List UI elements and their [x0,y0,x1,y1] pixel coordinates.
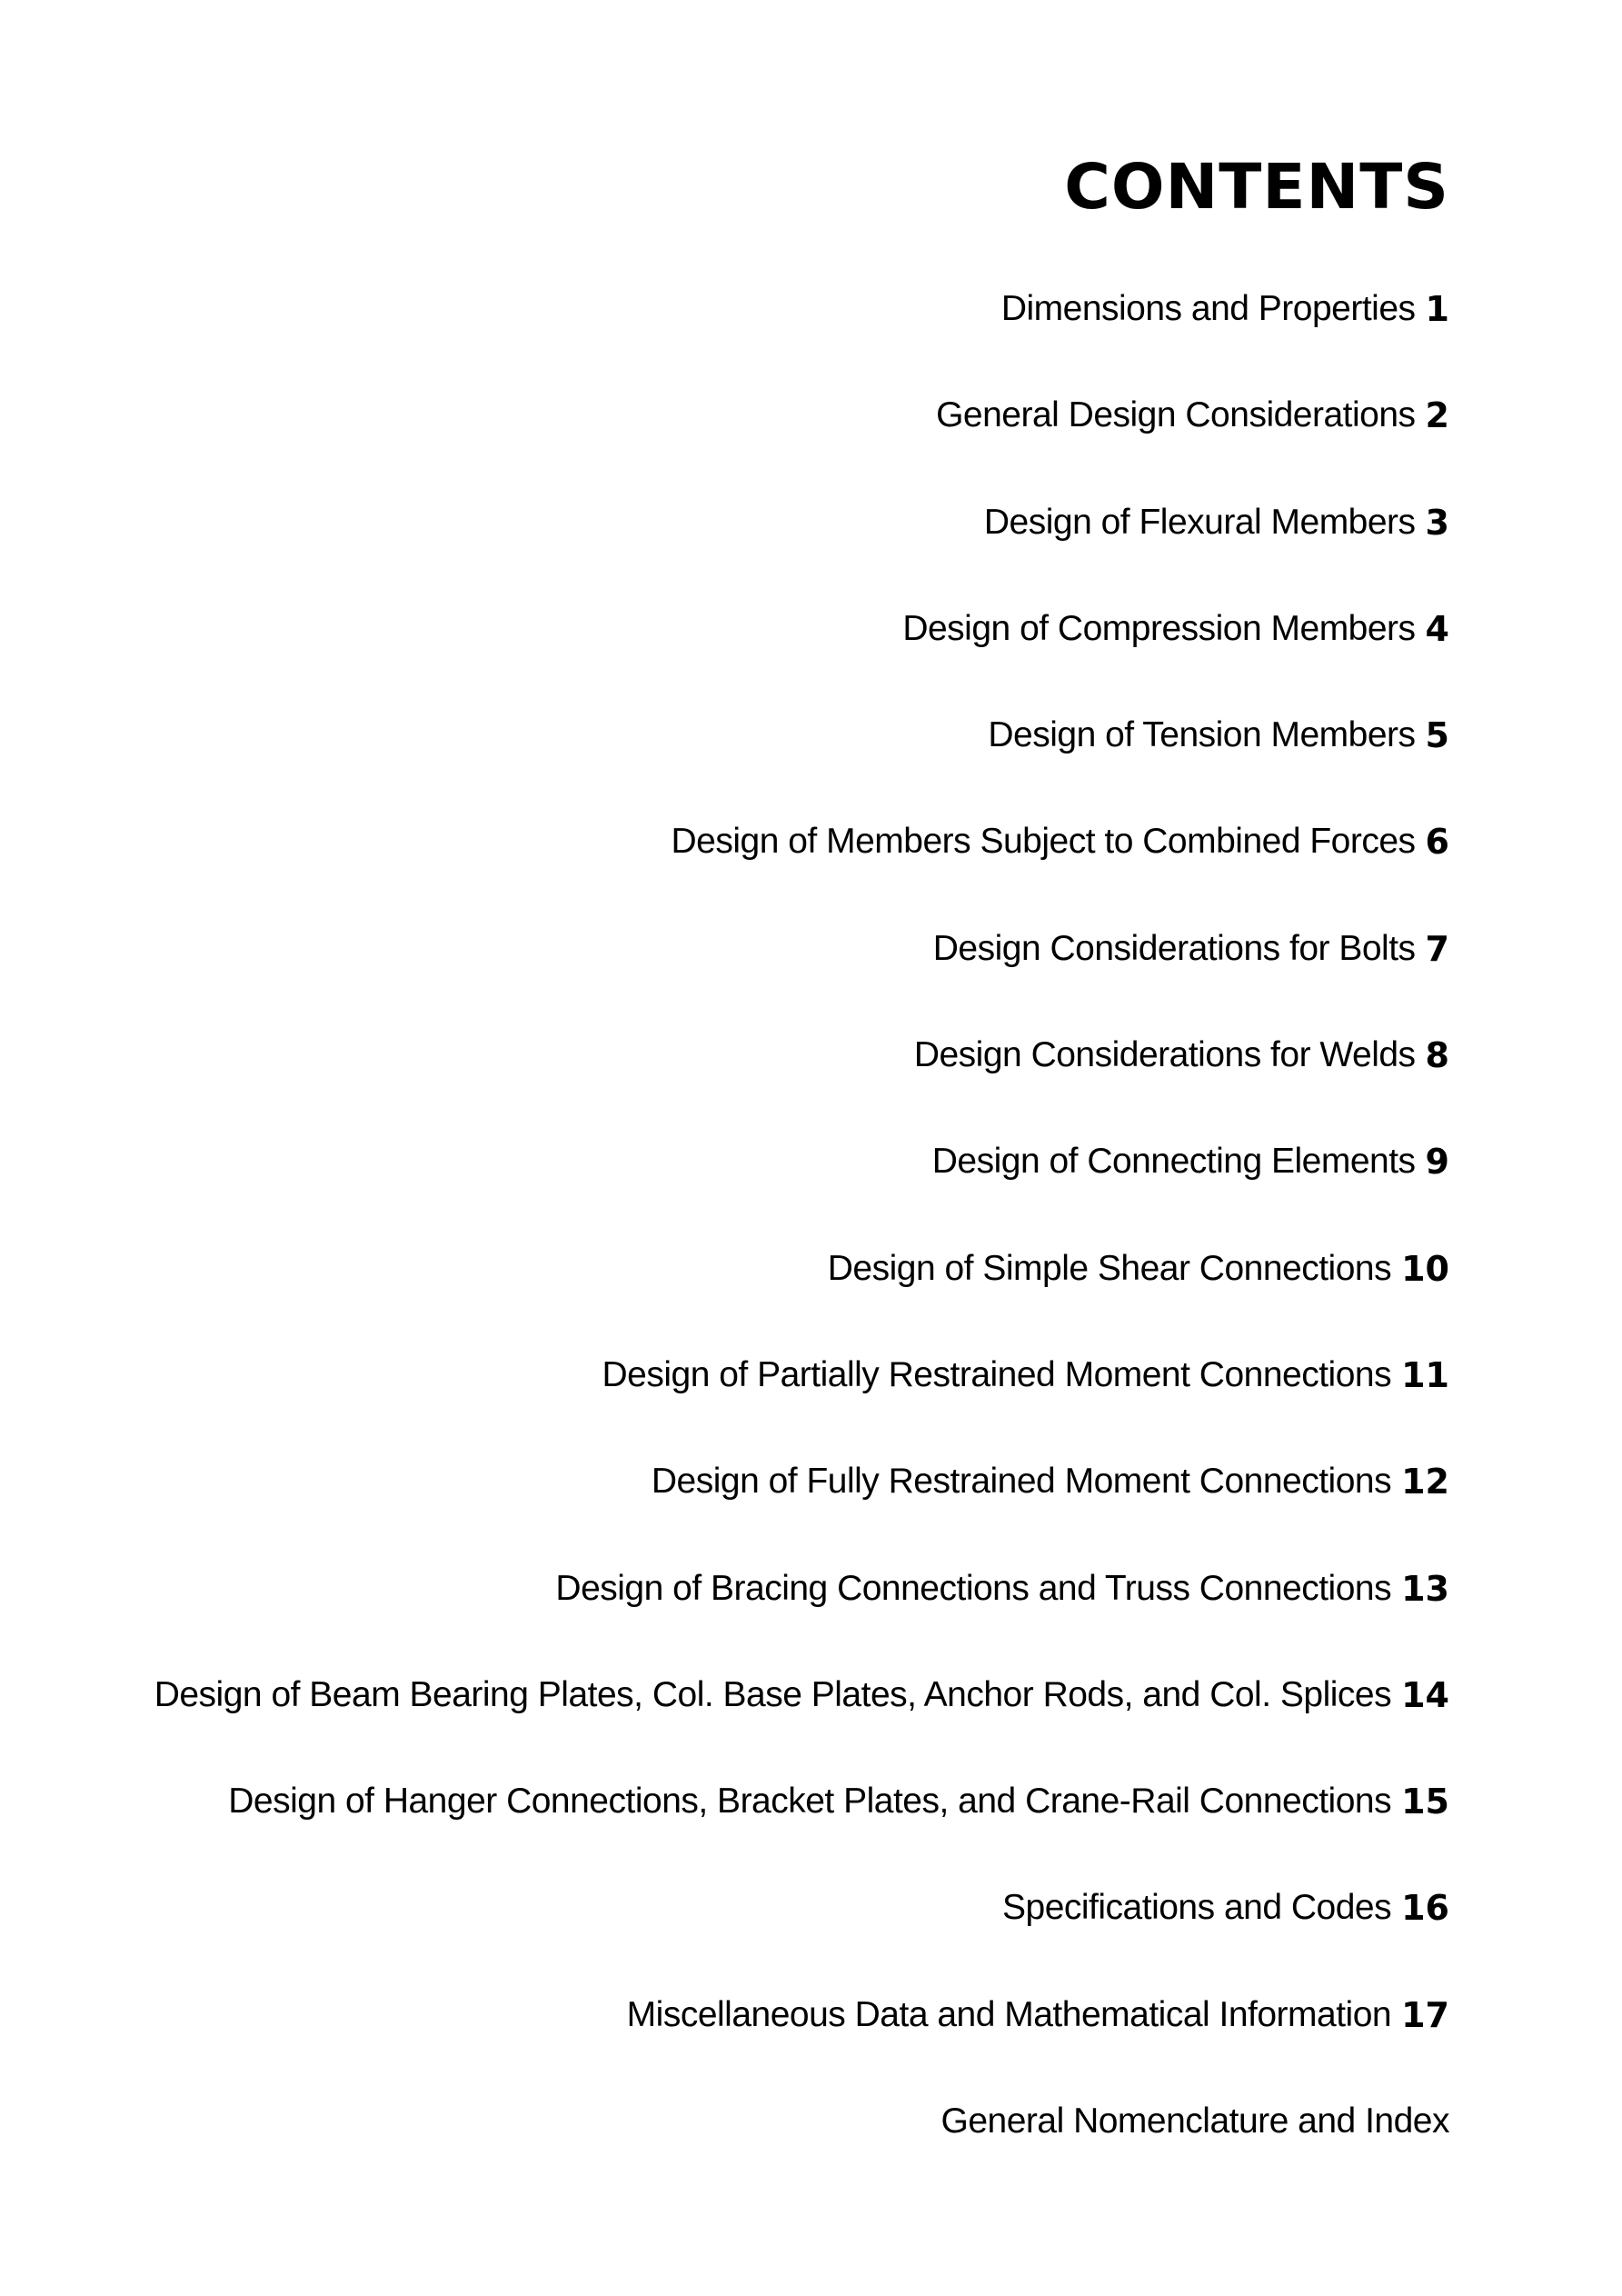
toc-entry-9[interactable] [154,1140,1449,1246]
toc-entry-label: Design of Flexural Members [983,502,1416,542]
toc-entry-label: Design of Simple Shear Connections [827,1248,1392,1288]
toc-entry-label: Design Considerations for Welds [913,1035,1416,1075]
toc-section-number: 4 [1425,608,1449,649]
toc-entry-17[interactable] [154,1993,1449,2100]
toc-entry-1[interactable] [154,287,1449,394]
toc-section-number: 14 [1401,1674,1449,1715]
toc-section-number: 10 [1401,1248,1449,1289]
toc-entry-label: Design of Hanger Connections, Bracket Plates, and Crane-Rail Connections [228,1782,1392,1822]
toc-entry-5[interactable] [154,714,1449,820]
toc-entry-label: General Nomenclature and Index [940,2101,1449,2141]
toc-entry-3[interactable] [154,501,1449,607]
toc-section-number: 1 [1425,289,1449,329]
toc-section-number: 15 [1401,1782,1449,1822]
toc-section-number: 9 [1425,1142,1449,1183]
toc-entry-index[interactable] [154,2100,1449,2206]
toc-entry-label: Design of Connecting Elements [931,1142,1416,1182]
toc-section-number: 8 [1425,1035,1449,1076]
toc-entry-label: Dimensions and Properties [1000,289,1416,328]
toc-section-number: 7 [1425,928,1449,969]
toc-entry-label: General Design Considerations [936,395,1416,435]
toc-section-number: 5 [1425,715,1449,756]
toc-entry-label: Design of Beam Bearing Plates, Col. Base Plates, Anchor Rods, and Col. Splices [154,1674,1392,1714]
toc-section-number: 2 [1425,395,1449,436]
toc-section-number: 17 [1401,1994,1449,2035]
toc-entry-label: Design of Compression Members [902,608,1416,648]
toc-entry-label: Miscellaneous Data and Mathematical Information [626,1994,1392,2034]
page-title: CONTENTS [1064,151,1449,224]
toc-entry-8[interactable] [154,1033,1449,1140]
toc-entry-10[interactable] [154,1247,1449,1353]
toc-section-number: 11 [1401,1354,1449,1395]
toc-section-number: 12 [1401,1462,1449,1502]
toc-entry-label: Design of Bracing Connections and Truss Connections [555,1568,1392,1608]
toc-entry-13[interactable] [154,1567,1449,1673]
toc-entry-label: Design Considerations for Bolts [932,928,1416,968]
toc-entry-label: Design of Partially Restrained Moment Connections [602,1354,1392,1394]
toc-entry-4[interactable] [154,607,1449,714]
toc-section-number: 3 [1425,502,1449,543]
toc-entry-11[interactable] [154,1353,1449,1460]
toc-list [154,287,1449,2206]
toc-entry-16[interactable] [154,1886,1449,1992]
toc-section-number: 16 [1401,1888,1449,1929]
toc-entry-label: Design of Tension Members [988,715,1416,755]
toc-section-number: 13 [1401,1568,1449,1609]
toc-entry-label: Design of Members Subject to Combined Forces [671,822,1416,862]
toc-section-number: 6 [1425,822,1449,863]
toc-entry-12[interactable] [154,1460,1449,1566]
toc-entry-14[interactable] [154,1673,1449,1780]
toc-entry-2[interactable] [154,394,1449,500]
toc-entry-7[interactable] [154,927,1449,1033]
toc-entry-6[interactable] [154,820,1449,926]
toc-entry-label: Design of Fully Restrained Moment Connections [651,1462,1392,1502]
toc-entry-15[interactable] [154,1780,1449,1886]
toc-entry-label: Specifications and Codes [1002,1888,1392,1928]
